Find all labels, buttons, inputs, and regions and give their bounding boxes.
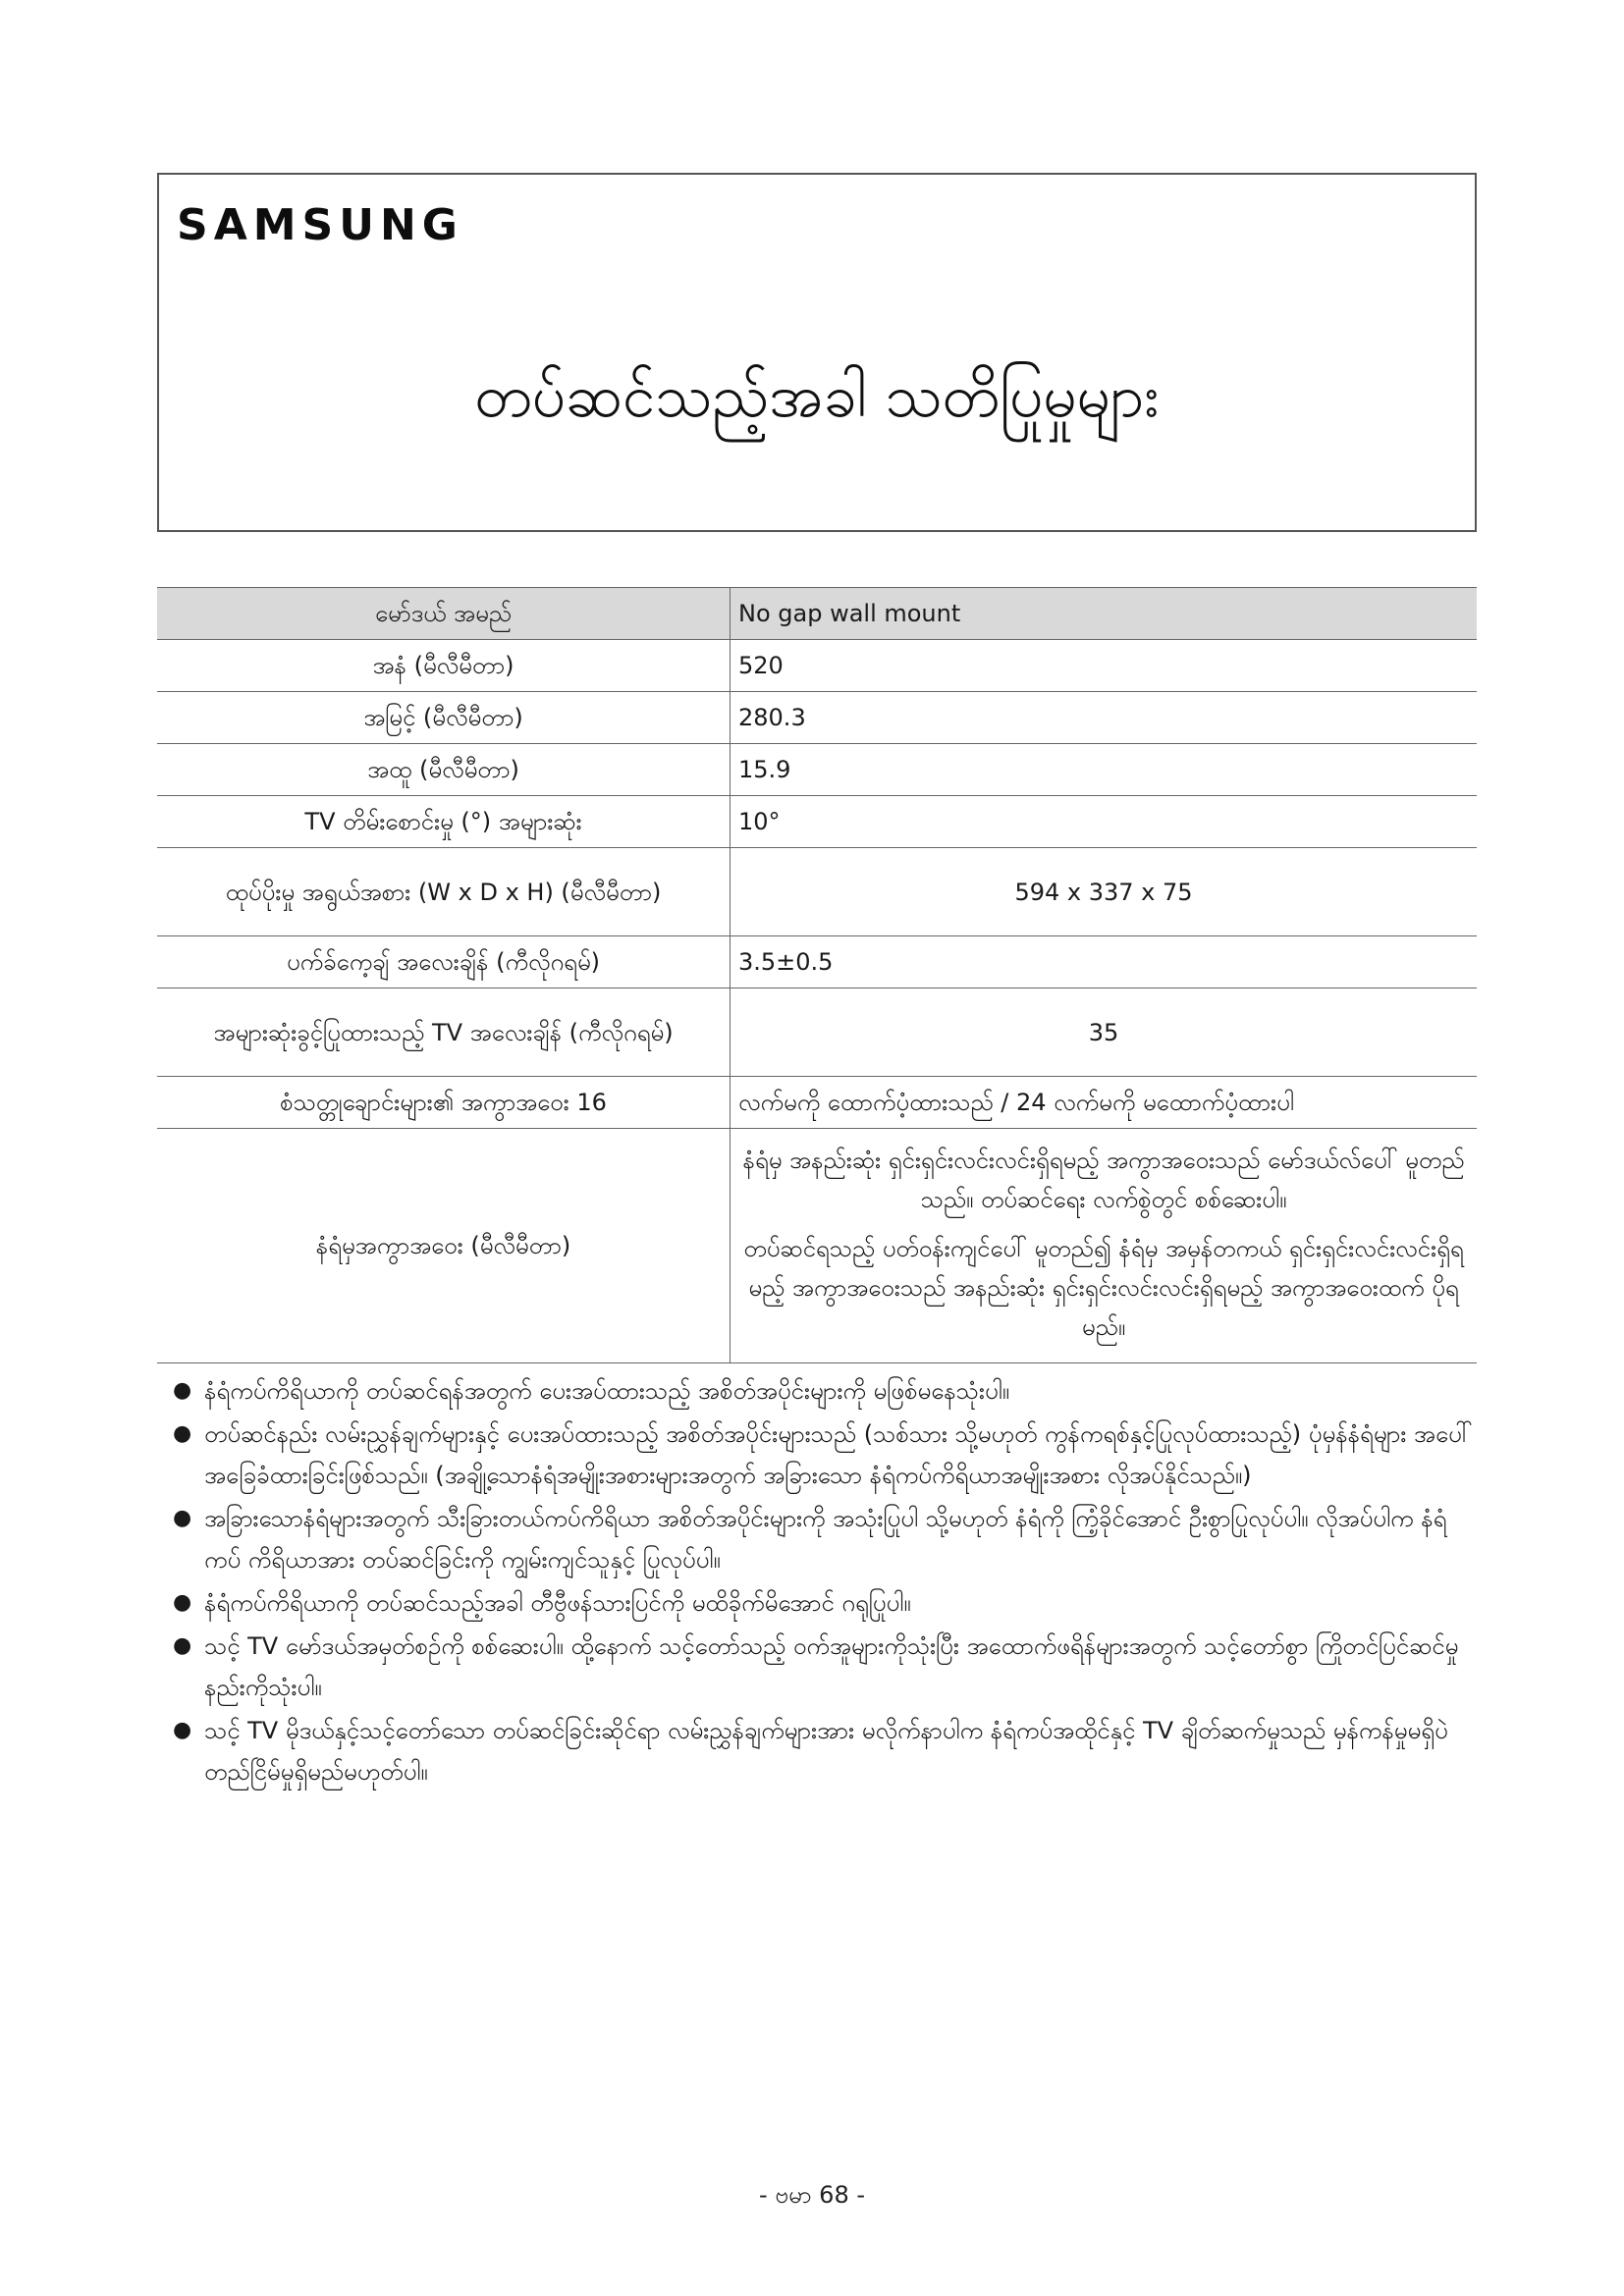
spec-label: အမြင့် (မီလီမီတာ) [157, 692, 731, 744]
list-item [157, 1498, 1477, 1580]
spec-value: လက်မကို ထောက်ပံ့ထားသည် / 24 လက်မကို မထောက်ပံ့ထားပါ [731, 1077, 1478, 1129]
spec-label: နံရံမှအကွာအဝေး (မီလီမီတာ) [157, 1129, 731, 1363]
spec-label: အနံ (မီလီမီတာ) [157, 640, 731, 692]
spec-label: ထုပ်ပိုးမှု အရွယ်အစား (W x D x H) (မီလီမီတာ) [157, 848, 731, 936]
table-row [157, 988, 1477, 1077]
table-row [157, 1129, 1477, 1363]
page-number: - ဗမာ 68 - [758, 2181, 866, 2209]
spec-label: စံသတ္တုချောင်းများ၏ အကွာအဝေး 16 [157, 1077, 731, 1129]
spec-table [157, 587, 1477, 1363]
spec-value: 594 x 337 x 75 [731, 848, 1478, 936]
bullet-icon: ● [173, 1718, 192, 1742]
spec-value: 10° [731, 796, 1478, 848]
spec-label: TV တိမ်းစောင်းမှု (°) အများဆုံး [157, 796, 731, 848]
title-box [157, 173, 1477, 532]
spec-value [731, 1129, 1478, 1363]
bullet-icon: ● [173, 1506, 192, 1530]
caution-text: သင့် TV မော်ဒယ်အမှတ်စဉ်ကို စစ်ဆေးပါ။ ထို့နောက် သင့်တော်သည့် ဝက်အူများကိုသုံးပြီး အထောက်ဖရိန်များအတွက် သင့်တော်စွာ ကြိုတင်ပြင်ဆင်မှုနည်းကိုသုံးပါ။ [204, 1632, 1459, 1701]
table-row [157, 848, 1477, 936]
page-title: တပ်ဆင်သည့်အခါ သတိပြုမှုများ [474, 362, 1160, 431]
list-item [157, 1710, 1477, 1792]
spec-label: အများဆုံးခွင့်ပြုထားသည့် TV အလေးချိန် (ကီလိုဂရမ်) [157, 988, 731, 1077]
caution-list [157, 1370, 1477, 1794]
list-item [157, 1626, 1477, 1708]
caution-text: နံရံကပ်ကိရိယာကို တပ်ဆင်ရန်အတွက် ပေးအပ်ထားသည့် အစိတ်အပိုင်းများကို မဖြစ်မနေသုံးပါ။ [204, 1377, 1010, 1405]
clearance-note-1: နံရံမှ အနည်းဆုံး ရှင်းရှင်းလင်းလင်းရှိရမည့် အကွာအဝေးသည် မော်ဒယ်လ်ပေါ် မူတည်သည်။ တပ်ဆင်ရေး လက်စွဲတွင် စစ်ဆေးပါ။ [742, 1147, 1465, 1213]
spec-value: 520 [731, 640, 1478, 692]
spec-label: မော်ဒယ် အမည် [157, 588, 731, 640]
bullet-icon: ● [173, 1633, 192, 1658]
bullet-icon: ● [173, 1421, 192, 1446]
table-row [157, 1077, 1477, 1129]
spec-label: ပက်ခ်ကေ့ချ် အလေးချိန် (ကီလိုဂရမ်) [157, 936, 731, 988]
list-item [157, 1370, 1477, 1412]
list-item [157, 1582, 1477, 1624]
bullet-icon: ● [173, 1590, 192, 1615]
list-item [157, 1414, 1477, 1496]
clearance-note-2: တပ်ဆင်ရသည့် ပတ်ဝန်းကျင်ပေါ် မူတည်၍ နံရံမှ အမှန်တကယ် ရှင်းရှင်းလင်းလင်းရှိရမည့် အကွာအဝေးသည် အနည်းဆုံး ရှင်းရှင်းလင်းလင်းရှိရမည့် အကွာအဝေးထက် ပိုရမည်။ [743, 1235, 1464, 1341]
samsung-logo: SAMSUNG [177, 200, 463, 250]
spec-value: 280.3 [731, 692, 1478, 744]
table-row [157, 588, 1477, 640]
bullet-icon: ● [173, 1378, 192, 1403]
table-row [157, 796, 1477, 848]
table-row [157, 692, 1477, 744]
caution-text: အခြားသောနံရံများအတွက် သီးခြားတယ်ကပ်ကိရိယာ အစိတ်အပိုင်းများကို အသုံးပြုပါ သို့မဟုတ် နံရံကို ကြံ့ခိုင်အောင် ဦးစွာပြုလုပ်ပါ။ လိုအပ်ပါက နံရံကပ် ကိရိယာအား တပ်ဆင်ခြင်းကို ကျွမ်းကျင်သူနှင့် ပြုလုပ်ပါ။ [204, 1505, 1447, 1574]
table-row [157, 640, 1477, 692]
spec-value: 15.9 [731, 744, 1478, 796]
table-row [157, 936, 1477, 988]
spec-value: 35 [731, 988, 1478, 1077]
spec-value: No gap wall mount [731, 588, 1478, 640]
caution-text: တပ်ဆင်နည်း လမ်းညွှန်ချက်များနှင့် ပေးအပ်ထားသည့် အစိတ်အပိုင်းများသည် (သစ်သား သို့မဟုတ် ကွန်ကရစ်နှင့်ပြုလုပ်ထားသည့်) ပုံမှန်နံရံများ အပေါ် အခြေခံထားခြင်းဖြစ်သည်။ (အချို့သောနံရံအမျိုးအစားများအတွက် အခြားသော နံရံကပ်ကိရိယာအမျိုးအစား လိုအပ်နိုင်သည်။) [204, 1420, 1473, 1489]
caution-text: သင့် TV မိုဒယ်နှင့်သင့်တော်သော တပ်ဆင်ခြင်းဆိုင်ရာ လမ်းညွှန်ချက်များအား မလိုက်နာပါက နံရံကပ်အထိုင်နှင့် TV ချိတ်ဆက်မှုသည် မှန်ကန်မှုမရှိပဲ တည်ငြိမ်မှုရှိမည်မဟုတ်ပါ။ [204, 1717, 1448, 1786]
caution-text: နံရံကပ်ကိရိယာကို တပ်ဆင်သည့်အခါ တီဗွီဖန်သားပြင်ကို မထိခိုက်မိအောင် ဂရုပြုပါ။ [204, 1589, 911, 1617]
spec-label: အထူ (မီလီမီတာ) [157, 744, 731, 796]
table-row [157, 744, 1477, 796]
spec-value: 3.5±0.5 [731, 936, 1478, 988]
